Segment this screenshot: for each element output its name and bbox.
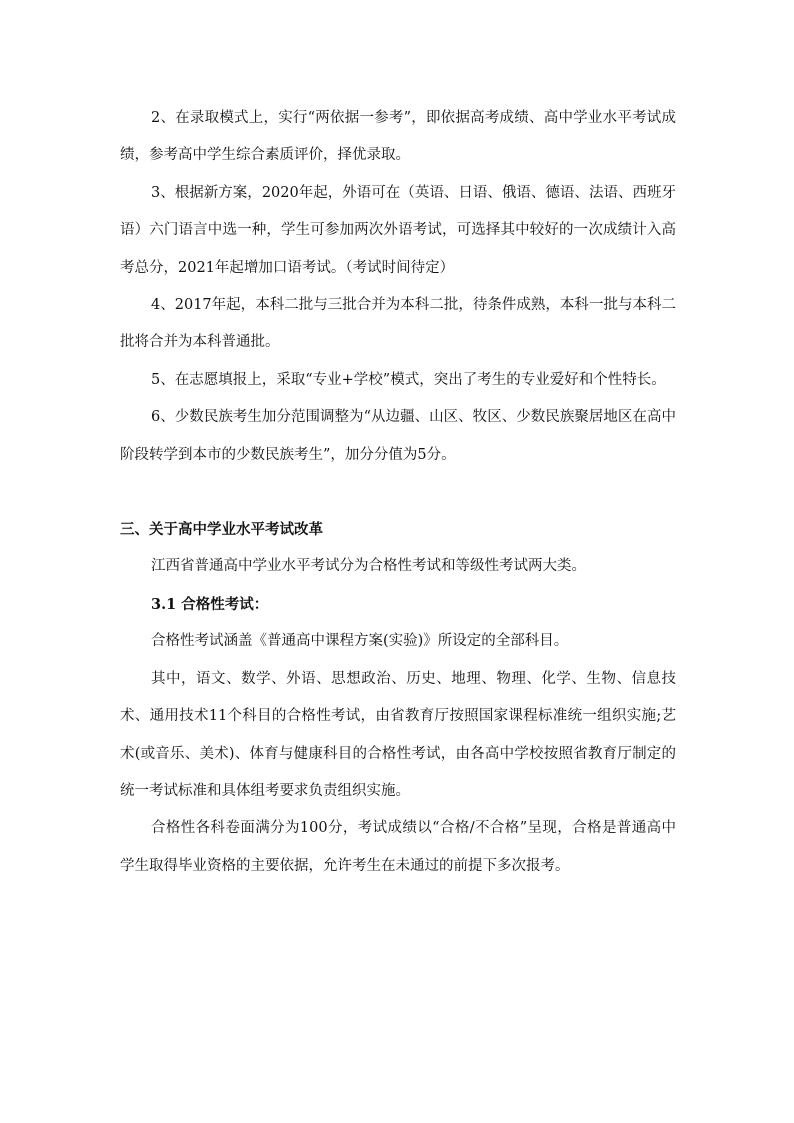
section-heading: 三、关于高中学业水平考试改革 [120,521,323,539]
paragraph-admission-mode: 2、在录取模式上，实行“两依据一参考”，即依据高考成绩、高中学业水平考试成绩，参考高中学生综合素质评价，择优录取。 [120,110,676,164]
document-body [120,100,676,885]
paragraph-qualification-subjects: 其中，语文、数学、外语、思想政治、历史、地理、物理、化学、生物、信息技术、通用技术11个科目的合格性考试，由省教育厅按照国家课程标准统一组织实施;艺术(或音乐、美术)、体育与健康科目的合格性考试，由各高中学校按照省教育厅制定的统一考试标准和具体组考要求负责组织实施。 [120,670,676,799]
section-spacer [120,474,676,511]
paragraph-batch-merge: 4、2017年起，本科二批与三批合并为本科二批，待条件成熟，本科一批与本科二批将合并为本科普通批。 [120,297,676,351]
paragraph-qualification-scope: 合格性考试涵盖《普通高中课程方案(实验)》所设定的全部科目。 [151,633,569,650]
section-intro: 江西省普通高中学业水平考试分为合格性考试和等级性考试两大类。 [151,558,586,575]
paragraph-minority-bonus: 6、少数民族考生加分范围调整为“从边疆、山区、牧区、少数民族聚居地区在高中阶段转学到本市的少数民族考生”，加分分值为5分。 [120,409,676,463]
subsection-heading: 3.1 合格性考试： [151,595,269,613]
paragraph-qualification-score: 合格性各科卷面满分为100分，考试成绩以“合格/不合格”呈现，合格是普通高中学生取得毕业资格的主要依据，允许考生在未通过的前提下多次报考。 [120,820,676,874]
paragraph-foreign-language: 3、根据新方案，2020年起，外语可在（英语、日语、俄语、德语、法语、西班牙语）六门语言中选一种，学生可参加两次外语考试，可选择其中较好的一次成绩计入高考总分，2021年起增加口语考试。（考试时间待定） [120,184,676,276]
paragraph-volunteer-filling: 5、在志愿填报上，采取“专业+学校”模式，突出了考生的专业爱好和个性特长。 [151,371,666,388]
